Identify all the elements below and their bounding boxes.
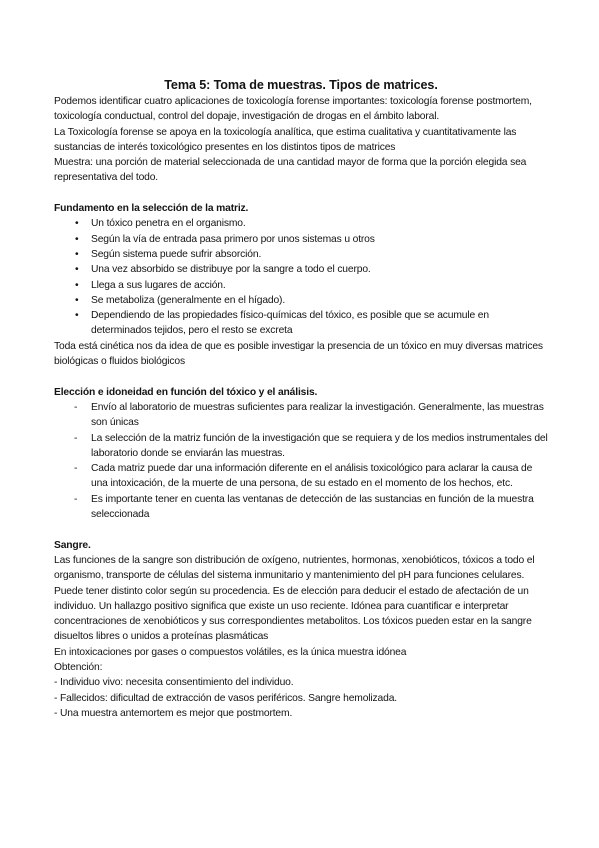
eleccion-list — [54, 400, 548, 522]
section-heading-sangre: Sangre. — [54, 539, 91, 551]
document-body — [54, 78, 548, 721]
list-item: • Según sistema puede sufrir absorción. — [54, 247, 548, 262]
document-title: Tema 5: Toma de muestras. Tipos de matrices. — [164, 78, 438, 92]
intro-paragraph: Podemos identificar cuatro aplicaciones de toxicología forense importantes: toxicología forense postmortem, toxicología conductual, control del dopaje, investigación de drogas en el ámbito laboral. — [54, 96, 532, 123]
fundamento-list — [54, 216, 548, 338]
obtencion-item: - Una muestra antemortem es mejor que postmortem. — [54, 707, 293, 719]
fundamento-conclusion: Toda está cinética nos da idea de que es posible investigar la presencia de un tóxico en muy diversas matrices biológicas o fluidos biológicos — [54, 340, 543, 368]
list-item: • Un tóxico penetra en el organismo. — [54, 216, 548, 231]
obtencion-item: - Fallecidos: dificultad de extracción de vasos periféricos. Sangre hemolizada. — [54, 692, 398, 704]
intro-paragraph: La Toxicología forense se apoya en la toxicología analítica, que estima cualitativa y cuantitativamente las sustancias de interés toxicológico presentes en los distintos tipos de matrices — [54, 126, 517, 153]
list-item: - Cada matriz puede dar una información diferente en el análisis toxicológico para aclarar la causa de una intoxicación, de la muerte de una persona, de su estado en el momento de los hechos, etc. — [54, 461, 548, 492]
spacer — [54, 369, 548, 384]
section-heading-eleccion: Elección e idoneidad en función del tóxico y el análisis. — [54, 386, 318, 398]
list-item: • Según la vía de entrada pasa primero por unos sistemas u otros — [54, 232, 548, 247]
obtencion-label: Obtención: — [54, 661, 103, 673]
section-heading-fundamento: Fundamento en la selección de la matriz. — [54, 203, 249, 215]
sangre-paragraph: En intoxicaciones por gases o compuestos volátiles, es la única muestra idónea — [54, 646, 407, 658]
list-item: • Una vez absorbido se distribuye por la sangre a todo el cuerpo. — [54, 262, 548, 277]
obtencion-item: - Individuo vivo: necesita consentimiento del individuo. — [54, 677, 294, 689]
spacer — [54, 522, 548, 537]
intro-paragraph: Muestra: una porción de material seleccionada de una cantidad mayor de forma que la porción elegida sea representativa del todo. — [54, 157, 527, 184]
list-item: - La selección de la matriz función de la investigación que se requiera y de los medios instrumentales del laboratorio donde se enviarán las muestras. — [54, 431, 548, 462]
sangre-paragraph: Las funciones de la sangre son distribución de oxígeno, nutrientes, hormonas, xenobióticos, tóxicos a todo el organismo, transporte de células del sistema inmunitario y mantenimiento del pH para funciones celulares. Puede tener distinto color según su procedencia. Es de elección para deducir el estado de afectación de un individuo. Un hallazgo positivo significa que existe un uso reciente. Idónea para cuantificar e interpretar concentraciones de xenobióticos y sus correspondientes metabolitos. Los tóxicos pueden estar en la sangre disueltos libres o unidos a proteínas plasmáticas — [54, 554, 535, 643]
list-item: • Se metaboliza (generalmente en el hígado). — [54, 293, 548, 308]
list-item: • Dependiendo de las propiedades físico-químicas del tóxico, es posible que se acumule en determinados tejidos, pero el resto se excreta — [54, 308, 548, 339]
list-item: - Es importante tener en cuenta las ventanas de detección de las sustancias en función de la muestra seleccionada — [54, 492, 548, 523]
list-item: • Llega a sus lugares de acción. — [54, 278, 548, 293]
spacer — [54, 186, 548, 201]
list-item: - Envío al laboratorio de muestras suficientes para realizar la investigación. Generalmente, las muestras son únicas — [54, 400, 548, 431]
